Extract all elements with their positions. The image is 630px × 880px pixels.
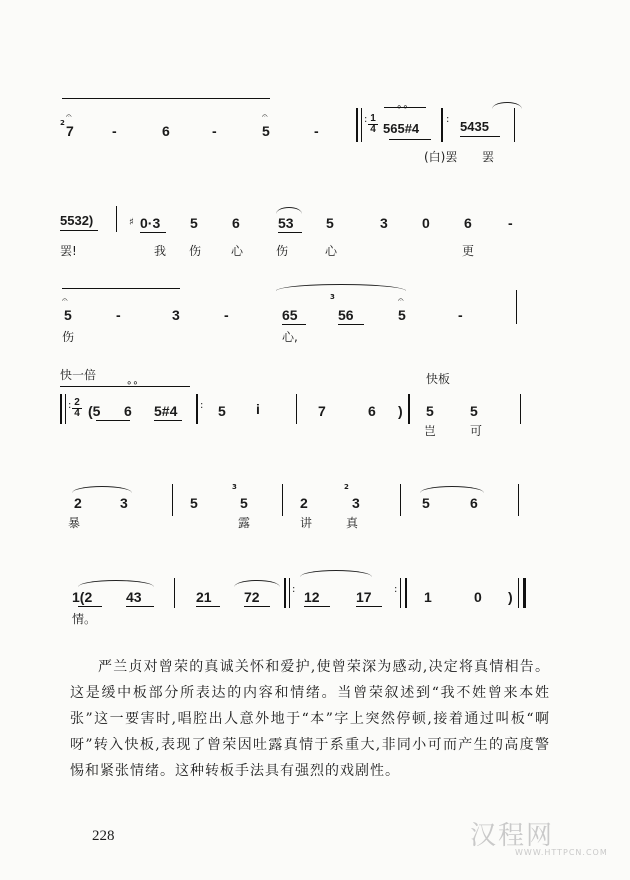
note: -	[314, 123, 319, 139]
slur	[234, 580, 280, 587]
beam-underline	[140, 232, 166, 233]
note: 12	[304, 589, 320, 605]
note: 5	[240, 495, 248, 511]
barline	[282, 484, 283, 516]
lyric: 暴	[68, 516, 81, 530]
grace-note: 3	[330, 293, 335, 301]
note: 7	[66, 123, 74, 139]
beam-underline	[96, 420, 130, 421]
note: i	[256, 401, 260, 417]
note: 0	[422, 215, 430, 231]
barline	[400, 578, 401, 608]
tempo-marking: 快一倍	[60, 368, 97, 382]
slur	[72, 486, 132, 493]
slur	[78, 580, 154, 587]
beam-underline	[154, 420, 182, 421]
closing-paren: )	[398, 403, 403, 419]
barline	[441, 108, 443, 142]
lyric: 讲	[300, 516, 313, 530]
barline	[400, 484, 401, 516]
fermata-symbol: 𝄐	[262, 111, 268, 122]
slur	[492, 102, 522, 109]
note: 2	[74, 495, 82, 511]
fermata-symbol: 𝄐	[66, 111, 72, 122]
barline	[172, 484, 173, 516]
note: 5	[426, 403, 434, 419]
note: 3	[380, 215, 388, 231]
lyric: 伤	[62, 330, 75, 344]
lyric: 更	[462, 244, 475, 258]
slur	[276, 284, 406, 291]
note: 565#4	[383, 121, 420, 136]
lyric: 可	[470, 424, 483, 438]
grace-mark: ∘∘	[126, 378, 139, 389]
lyric: 罢!	[60, 244, 77, 258]
lyric: 伤	[189, 244, 202, 258]
note: 21	[196, 589, 212, 605]
lyric: 情。	[72, 612, 97, 626]
repeat-dots: :	[394, 584, 398, 595]
note: 53	[278, 215, 294, 231]
commentary-paragraph: 严兰贞对曾荣的真诚关怀和爱护,使曾荣深为感动,决定将真情相告。这是缓中板部分所表达的内容和情绪。当曾荣叙述到“我不姓曾来本姓张”这一要害时,唱腔出人意外地于“本”字上突然停顿,接着通过叫板“啊呀”转入快板,表现了曾荣因吐露真情于系重大,非同小可而产生的高度警惕和紧张情绪。这种转板手法具有强烈的戏剧性。	[70, 659, 550, 779]
final-barline	[523, 578, 526, 608]
page-number: 228	[92, 828, 115, 844]
beam-underline	[78, 606, 102, 607]
note: -	[458, 307, 463, 323]
note: -	[116, 307, 121, 323]
slur	[420, 486, 484, 493]
note: (5	[88, 403, 101, 419]
beam-underline	[338, 324, 364, 325]
note: 3	[352, 495, 360, 511]
beam-underline	[389, 139, 431, 140]
barline	[196, 394, 198, 424]
watermark-text: 汉程网	[470, 821, 555, 851]
note: 5	[262, 123, 270, 139]
note: 5	[398, 307, 406, 323]
sharp-sign: ♯	[129, 217, 134, 228]
note: 5	[190, 495, 198, 511]
note: 1(2	[72, 589, 93, 605]
note: 0	[474, 589, 482, 605]
slur-line	[384, 107, 426, 108]
barline	[520, 394, 521, 424]
note: 1	[424, 589, 432, 605]
barline	[174, 578, 175, 608]
note: 6	[162, 123, 170, 139]
note: -	[508, 215, 513, 231]
note: 7	[318, 403, 326, 419]
lyric: 心	[231, 244, 244, 258]
slur	[276, 207, 302, 214]
repeat-barline	[405, 578, 407, 608]
lyric: 伤	[276, 244, 289, 258]
note: 5	[422, 495, 430, 511]
note: 17	[356, 589, 372, 605]
note: 5	[326, 215, 334, 231]
note: 6	[368, 403, 376, 419]
repeat-dots: :	[364, 114, 368, 125]
note: -	[224, 307, 229, 323]
upper-slur-line	[60, 386, 190, 387]
lyric: 心,	[282, 330, 298, 344]
note: 5	[218, 403, 226, 419]
barline	[514, 108, 515, 142]
note: 3	[172, 307, 180, 323]
beam-underline	[460, 136, 500, 137]
repeat-barline	[284, 578, 286, 608]
tempo-marking: 快板	[426, 372, 451, 386]
beam-underline	[282, 324, 306, 325]
repeat-dots: :	[446, 114, 450, 125]
lyric: 心	[325, 244, 338, 258]
note: 3	[120, 495, 128, 511]
note: 5532)	[60, 213, 94, 228]
slur	[300, 570, 372, 577]
lyric: (白)罢	[424, 150, 458, 164]
note: 6	[124, 403, 132, 419]
lyric: 露	[238, 516, 251, 530]
barline	[518, 484, 519, 516]
watermark-logo	[470, 815, 554, 852]
repeat-dots: :	[292, 584, 296, 595]
note: 56	[338, 307, 354, 323]
note: -	[112, 123, 117, 139]
grace-mark: ∘∘	[396, 102, 409, 113]
note: 72	[244, 589, 260, 605]
repeat-dots: :	[200, 400, 204, 411]
note: 43	[126, 589, 142, 605]
beam-underline	[278, 232, 302, 233]
beam-underline	[196, 606, 220, 607]
note: 65	[282, 307, 298, 323]
barline	[408, 394, 410, 424]
note: 5	[190, 215, 198, 231]
barline	[65, 394, 66, 424]
repeat-barline	[356, 108, 358, 142]
barline	[296, 394, 297, 424]
note: 5#4	[154, 403, 178, 419]
upper-slur-line	[62, 98, 270, 99]
grace-note: 3	[232, 483, 237, 491]
barline	[361, 108, 362, 142]
note: 6	[470, 495, 478, 511]
lyric: 罢	[482, 150, 495, 164]
barline	[289, 578, 290, 608]
time-signature: 2 4	[72, 398, 82, 419]
note: 2	[300, 495, 308, 511]
grace-note: 2	[344, 483, 349, 491]
beam-underline	[126, 606, 154, 607]
repeat-dots: :	[68, 400, 72, 411]
lyric: 我	[154, 244, 167, 258]
fermata-symbol: 𝄐	[62, 295, 68, 306]
barline	[518, 578, 519, 608]
lyric: 岂	[424, 424, 437, 438]
barline	[116, 206, 117, 232]
repeat-barline	[60, 394, 62, 424]
beam-underline	[356, 606, 382, 607]
time-signature: 1 4	[368, 114, 378, 135]
note: 6	[464, 215, 472, 231]
beam-underline	[244, 606, 270, 607]
note: 5	[470, 403, 478, 419]
note: 5	[64, 307, 72, 323]
beam-underline	[60, 230, 98, 231]
beam-underline	[304, 606, 330, 607]
barline	[516, 290, 517, 324]
note: 0·3	[140, 215, 161, 231]
watermark-url: WWW.HTTPCN.COM	[515, 848, 608, 857]
closing-paren: )	[508, 589, 513, 605]
fermata-symbol: 𝄐	[398, 295, 404, 306]
grace-note: 2	[60, 119, 65, 127]
note: 5435	[460, 119, 489, 134]
note: -	[212, 123, 217, 139]
lyric: 真	[346, 516, 359, 530]
upper-slur-line	[62, 288, 180, 289]
note: 6	[232, 215, 240, 231]
